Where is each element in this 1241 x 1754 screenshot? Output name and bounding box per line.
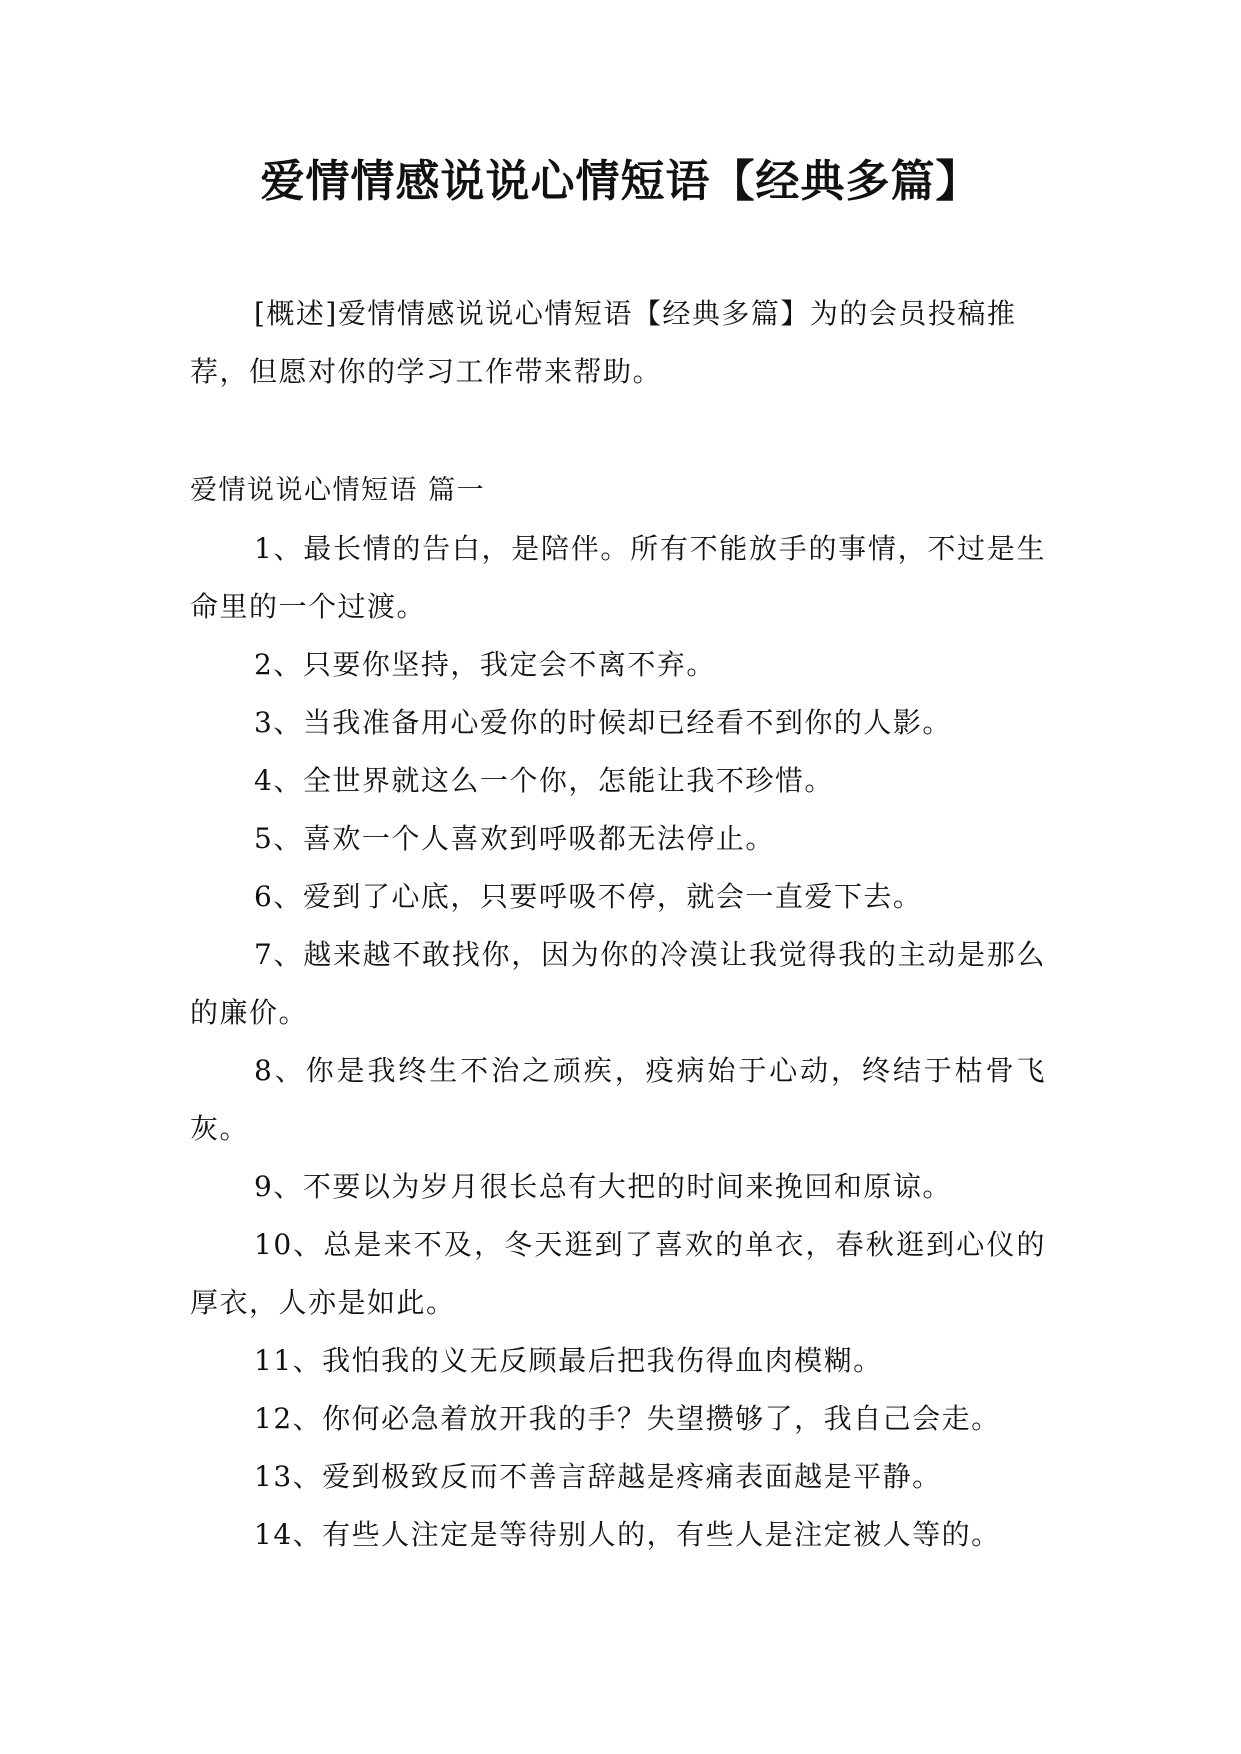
document-title: 爱情情感说说心情短语【经典多篇】	[260, 156, 981, 207]
list-item: 7、越来越不敢找你，因为你的冷漠让我觉得我的主动是那么的廉价。	[190, 938, 1046, 1029]
list-item: 9、不要以为岁月很长总有大把的时间来挽回和原谅。	[254, 1170, 952, 1203]
list-item: 5、喜欢一个人喜欢到呼吸都无法停止。	[254, 822, 775, 855]
list-item: 6、爱到了心底，只要呼吸不停，就会一直爱下去。	[254, 880, 923, 913]
list-item: 14、有些人注定是等待别人的，有些人是注定被人等的。	[254, 1518, 1001, 1551]
list-item: 10、总是来不及，冬天逛到了喜欢的单衣，春秋逛到心仪的厚衣，人亦是如此。	[190, 1228, 1046, 1319]
summary-paragraph: [概述]爱情情感说说心情短语【经典多篇】为的会员投稿推荐，但愿对你的学习工作带来帮助。	[190, 297, 1017, 388]
list-item: 12、你何必急着放开我的手？失望攒够了，我自己会走。	[254, 1402, 1001, 1435]
list-item: 11、我怕我的义无反顾最后把我伤得血肉模糊。	[254, 1344, 883, 1377]
quote-list	[190, 520, 1046, 1564]
list-item: 13、爱到极致反而不善言辞越是疼痛表面越是平静。	[254, 1460, 942, 1493]
section-heading: 爱情说说心情短语 篇一	[190, 475, 486, 506]
list-item: 4、全世界就这么一个你，怎能让我不珍惜。	[254, 764, 834, 797]
list-item: 1、最长情的告白，是陪伴。所有不能放手的事情，不过是生命里的一个过渡。	[190, 532, 1046, 623]
list-item: 2、只要你坚持，我定会不离不弃。	[254, 648, 716, 681]
list-item: 3、当我准备用心爱你的时候却已经看不到你的人影。	[254, 706, 952, 739]
list-item: 8、你是我终生不治之顽疾，疫病始于心动，终结于枯骨飞灰。	[190, 1054, 1046, 1145]
